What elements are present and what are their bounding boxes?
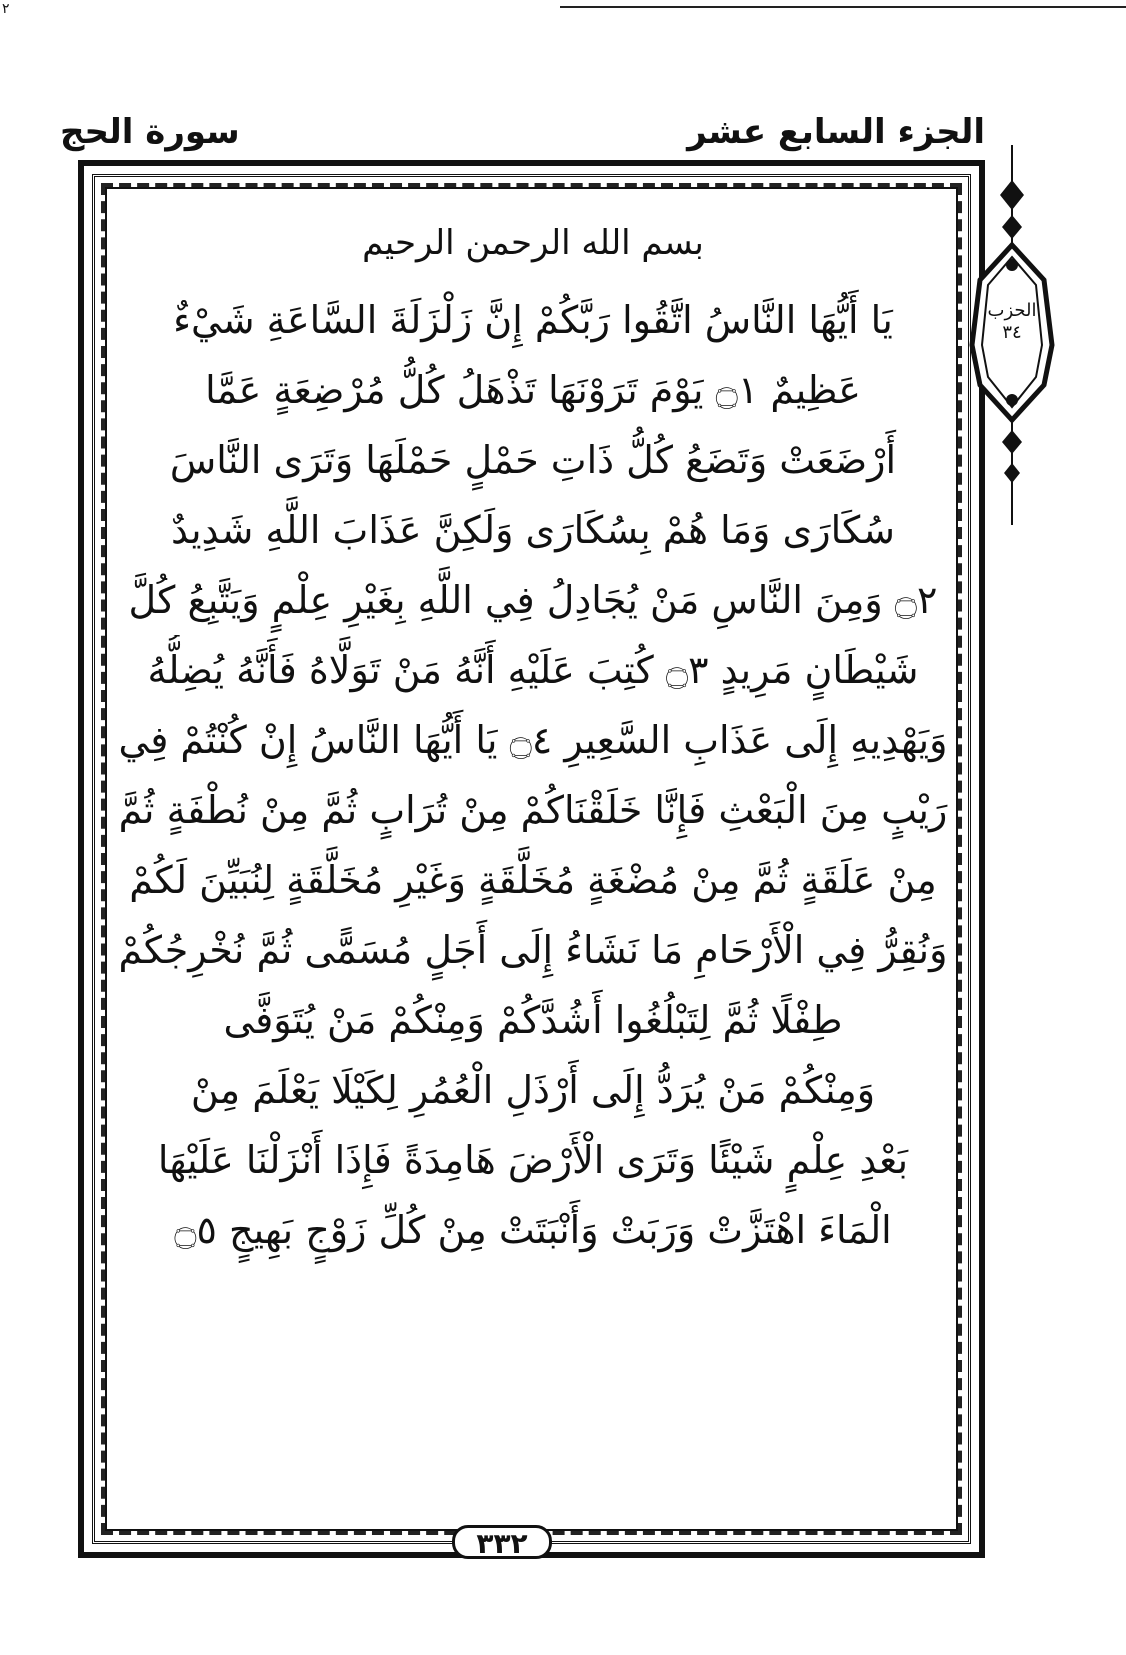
verse-line-12: وَمِنْكُمْ مَنْ يُرَدُّ إِلَى أَرْذَلِ الْعُمُرِ لِكَيْلَا يَعْلَمَ مِنْ <box>190 1068 876 1112</box>
page-header <box>60 108 985 158</box>
verse-line-11: طِفْلًا ثُمَّ لِتَبْلُغُوا أَشُدَّكُمْ وَمِنْكُمْ مَنْ يُتَوَفَّى <box>223 998 843 1042</box>
verse-line-9: مِنْ عَلَقَةٍ ثُمَّ مِنْ مُضْغَةٍ مُخَلَّقَةٍ وَغَيْرِ مُخَلَّقَةٍ لِنُبَيِّنَ لَكُمْ <box>129 858 937 902</box>
verse-line-6: شَيْطَانٍ مَرِيدٍ ۝٣ كُتِبَ عَلَيْهِ أَنَّهُ مَنْ تَوَلَّاهُ فَأَنَّهُ يُضِلُّهُ <box>147 648 919 692</box>
verse-line-4: سُكَارَى وَمَا هُمْ بِسُكَارَى وَلَكِنَّ عَذَابَ اللَّهِ شَدِيدٌ <box>171 508 895 552</box>
quran-text <box>112 215 954 1505</box>
verse-line-3: أَرْضَعَتْ وَتَضَعُ كُلُّ ذَاتِ حَمْلٍ حَمْلَهَا وَتَرَى النَّاسَ <box>169 438 897 482</box>
surah-title: سورة الحج <box>60 112 240 152</box>
verse-line-14: الْمَاءَ اهْتَزَّتْ وَرَبَتْ وَأَنْبَتَتْ مِنْ كُلِّ زَوْجٍ بَهِيجٍ ۝٥ <box>174 1208 892 1252</box>
verse-line-10: وَنُقِرُّ فِي الْأَرْحَامِ مَا نَشَاءُ إِلَى أَجَلٍ مُسَمًّى ثُمَّ نُخْرِجُكُمْ <box>118 928 948 972</box>
basmala: بسم الله الرحمن الرحيم <box>362 223 704 263</box>
verse-line-1: يَا أَيُّهَا النَّاسُ اتَّقُوا رَبَّكُمْ إِنَّ زَلْزَلَةَ السَّاعَةِ شَيْءٌ <box>173 298 893 342</box>
margin-mark: ٢ <box>2 1 10 17</box>
scan-top-line <box>560 6 1126 8</box>
verse-line-13: بَعْدِ عِلْمٍ شَيْئًا وَتَرَى الْأَرْضَ هَامِدَةً فَإِذَا أَنْزَلْنَا عَلَيْهَا <box>157 1138 909 1182</box>
page-number: ٣٣٢ <box>452 1525 552 1559</box>
hizb-word: الحزب <box>987 300 1037 321</box>
verse-line-8: رَيْبٍ مِنَ الْبَعْثِ فَإِنَّا خَلَقْنَاكُمْ مِنْ تُرَابٍ ثُمَّ مِنْ نُطْفَةٍ ثُمَّ <box>118 788 948 832</box>
verse-line-7: وَيَهْدِيهِ إِلَى عَذَابِ السَّعِيرِ ۝٤ يَا أَيُّهَا النَّاسُ إِنْ كُنْتُمْ فِي <box>118 718 948 762</box>
verse-line-5: ۝٢ وَمِنَ النَّاسِ مَنْ يُجَادِلُ فِي اللَّهِ بِغَيْرِ عِلْمٍ وَيَتَّبِعُ كُلَّ <box>128 578 938 622</box>
juz-title: الجزء السابع عشر <box>687 112 985 152</box>
hizb-number: ٣٤ <box>1002 322 1022 343</box>
verse-line-2: عَظِيمٌ ۝١ يَوْمَ تَرَوْنَهَا تَذْهَلُ كُلُّ مُرْضِعَةٍ عَمَّا <box>205 368 861 412</box>
hizb-label <box>962 300 1062 344</box>
